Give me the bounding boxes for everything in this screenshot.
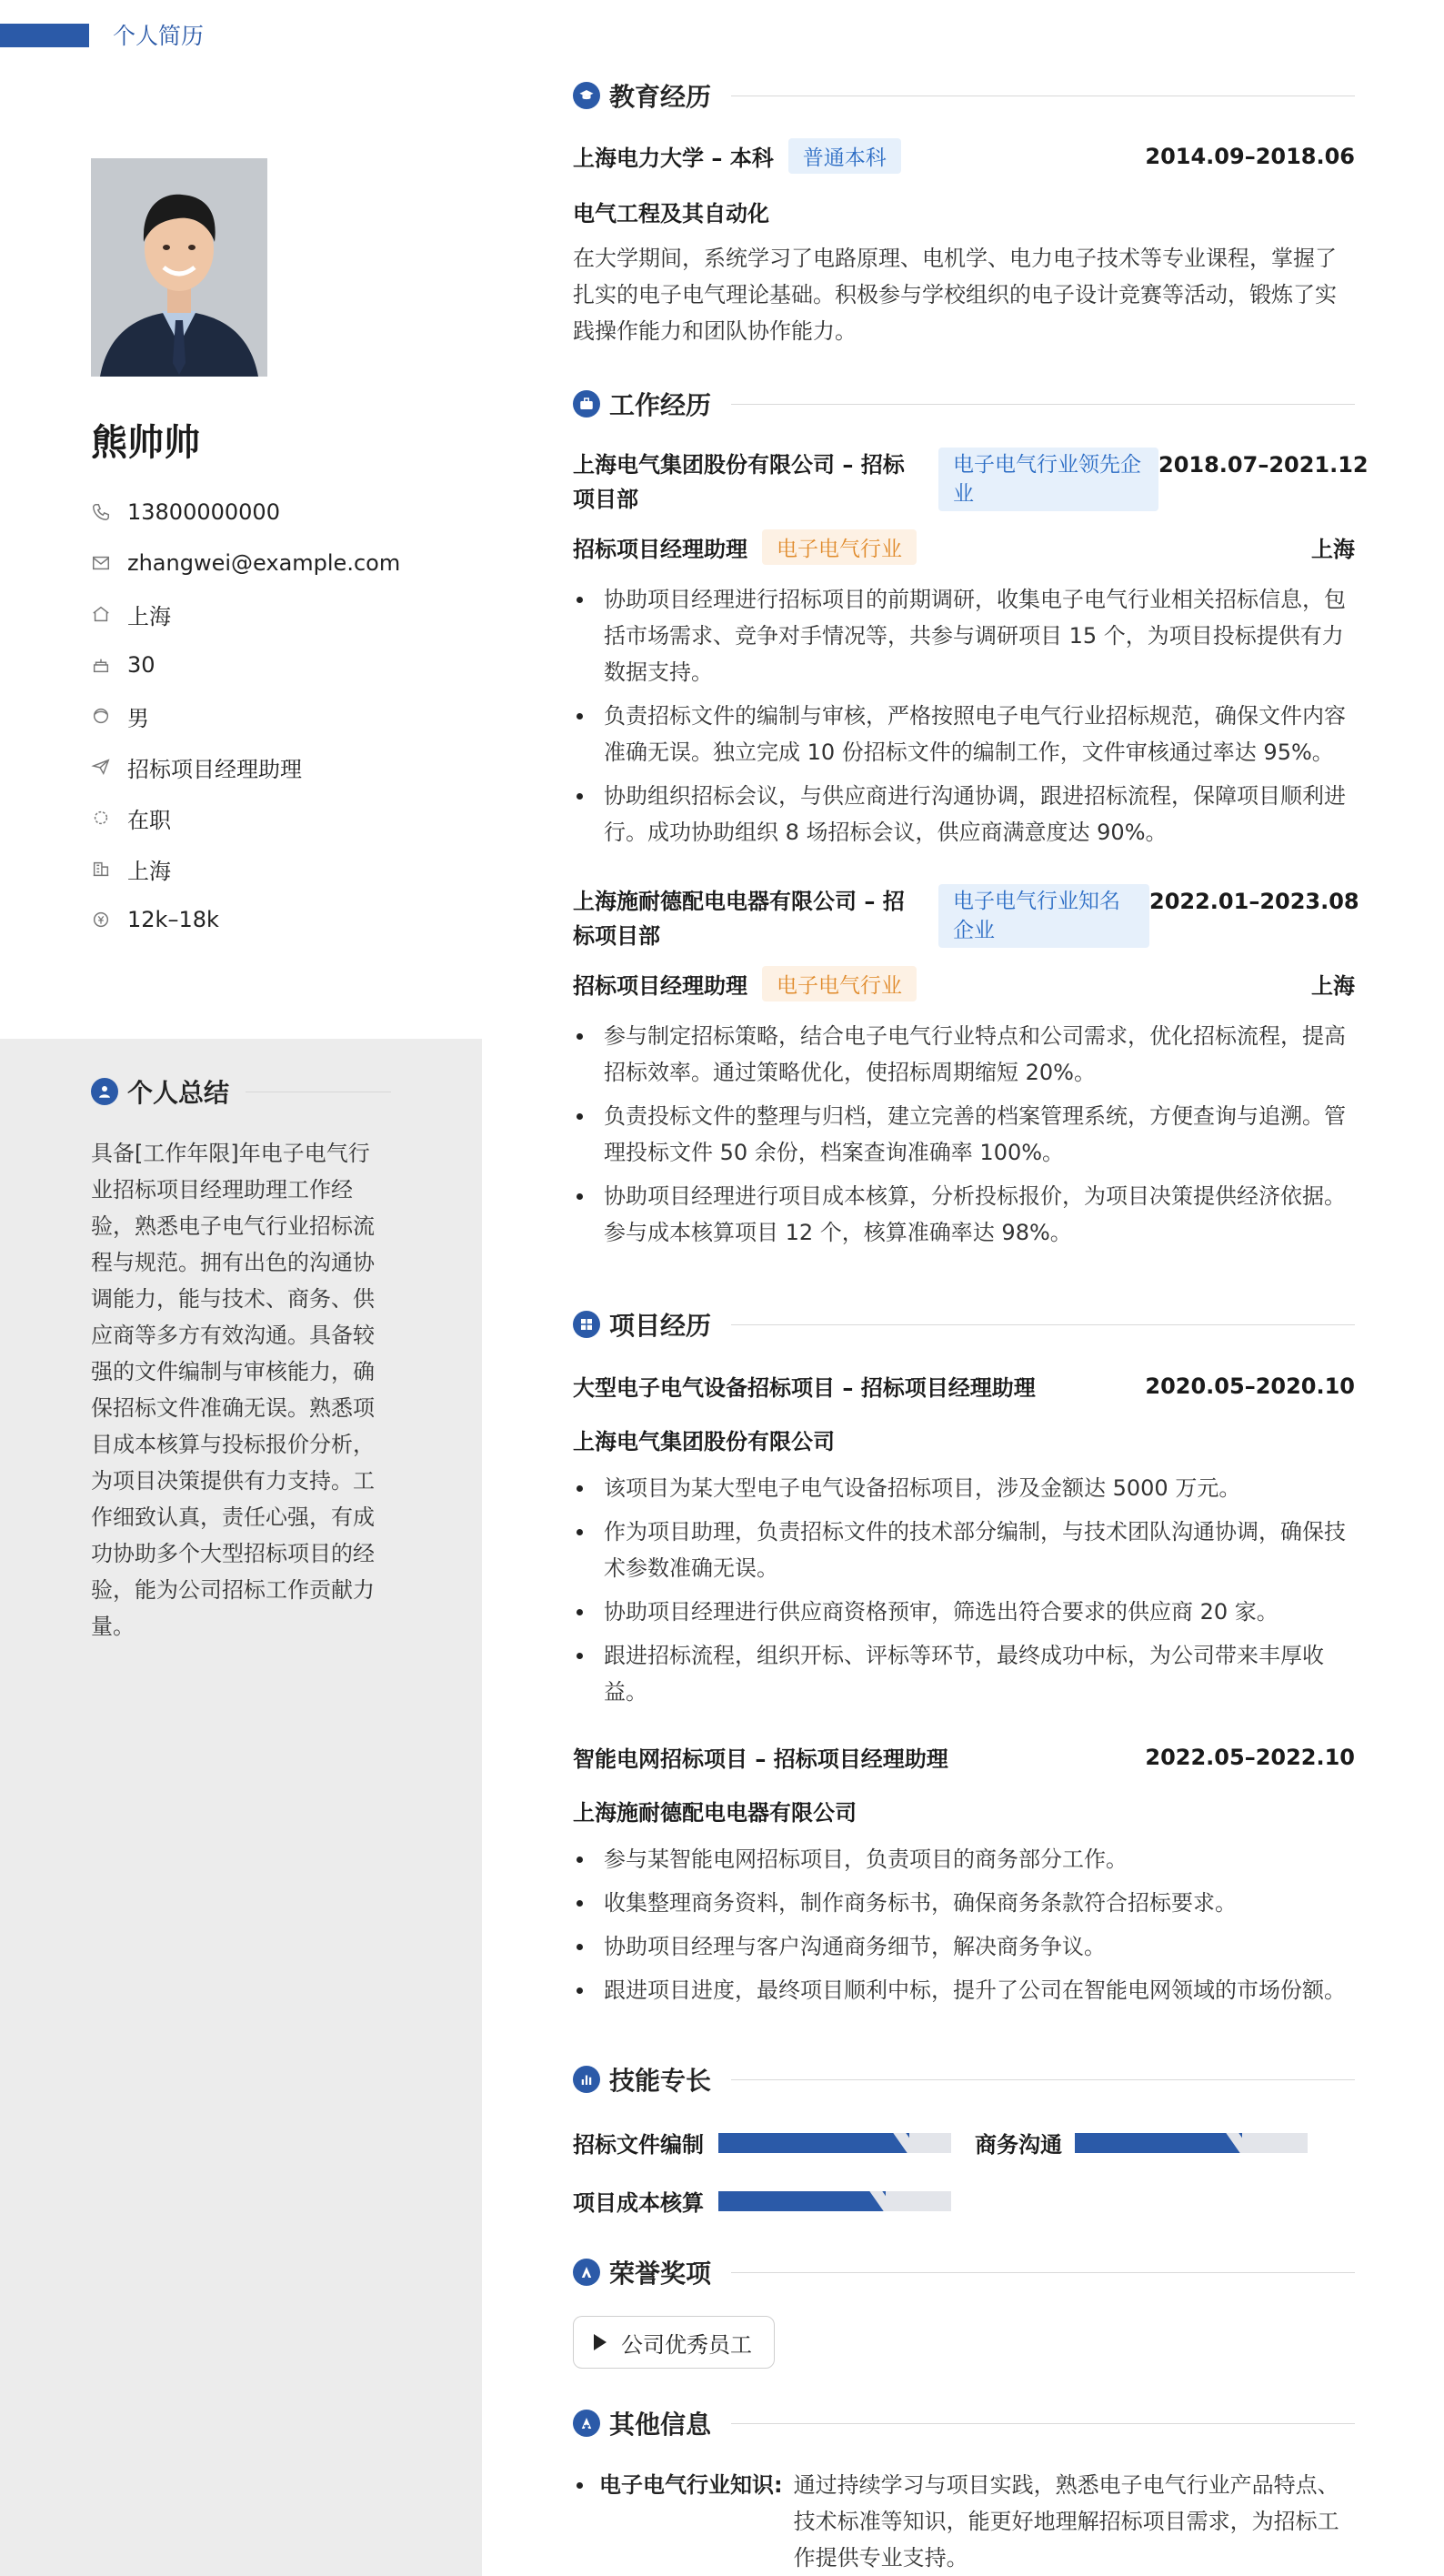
work-bullets	[573, 581, 1355, 850]
avatar	[91, 158, 267, 377]
user-icon	[91, 1078, 118, 1105]
list-item: 协助组织招标会议，与供应商进行沟通协调，跟进招标流程，保障项目顺利进行。成功协助组织 8 场招标会议，供应商满意度达 90%。	[573, 778, 1355, 850]
work-bullets	[573, 1018, 1355, 1251]
list-item: 跟进招标流程，组织开标、评标等环节，最终成功中标，为公司带来丰厚收益。	[573, 1637, 1355, 1710]
bar-chart-icon	[573, 2066, 600, 2093]
info-value: 男	[127, 705, 149, 731]
skill-item	[573, 2185, 951, 2217]
role: 招标项目经理助理	[573, 537, 747, 562]
summary-header	[91, 1073, 391, 1110]
award-icon	[573, 2259, 600, 2286]
work-header	[573, 386, 1355, 422]
skill-label: 项目成本核算	[573, 2190, 704, 2216]
degree-tag: 普通本科	[788, 138, 901, 174]
skill-bar	[718, 2191, 951, 2211]
info-age	[91, 639, 400, 690]
info-value: 上海	[127, 603, 171, 629]
home-icon	[91, 604, 111, 624]
work-city: 上海	[1311, 973, 1355, 999]
industry-tag: 电子电气行业	[762, 966, 917, 1001]
company-tag: 电子电气行业知名企业	[938, 884, 1149, 948]
project-entry	[573, 1370, 1355, 1717]
list-item: 协助项目经理进行项目成本核算，分析投标报价，为项目决策提供经济依据。参与成本核算项目 12 个，核算准确率达 98%。	[573, 1178, 1355, 1251]
briefcase-icon	[573, 390, 600, 418]
project-bullets	[573, 1841, 1355, 2008]
info-email	[91, 538, 400, 589]
divider	[731, 2079, 1355, 2080]
list-item: 负责招标文件的编制与审核，严格按照电子电气行业招标规范，确保文件内容准确无误。独立完成 10 份招标文件的编制工作，文件审核通过率达 95%。	[573, 698, 1355, 770]
work-entry	[573, 448, 1369, 858]
project-name: 智能电网招标项目 – 招标项目经理助理	[573, 1746, 948, 1772]
divider	[731, 1324, 1355, 1325]
skill-bar	[718, 2133, 951, 2153]
info-job	[91, 741, 400, 792]
page-title: 个人简历	[113, 23, 205, 49]
project-entry	[573, 1741, 1355, 2016]
skill-label: 商务沟通	[975, 2132, 1062, 2158]
other-value: 通过持续学习与项目实践，熟悉电子电气行业产品特点、技术标准等知识，能更好地理解招标项目需求，为招标工作提供专业支持。	[793, 2472, 1339, 2571]
info-status	[91, 792, 400, 843]
skill-item	[975, 2127, 1308, 2158]
education-description: 在大学期间，系统学习了电路原理、电机学、电力电子技术等专业课程，掌握了扎实的电子电气理论基础。积极参与学校组织的电子设计竞赛等活动，锻炼了实践操作能力和团队协作能力。	[573, 246, 1337, 344]
project-date: 2020.05–2020.10	[1145, 1373, 1355, 1399]
play-icon	[594, 2334, 607, 2350]
list-item: 负责投标文件的整理与归档，建立完善的档案管理系统，方便查询与追溯。管理投标文件 50 余份，档案查询准确率 100%。	[573, 1098, 1355, 1171]
bullet-dot	[577, 2482, 583, 2489]
list-item: 参与某智能电网招标项目，负责项目的商务部分工作。	[573, 1841, 1355, 1877]
info-value: 招标项目经理助理	[127, 756, 302, 782]
project-company: 上海电气集团股份有限公司	[573, 1429, 835, 1454]
other-key: 电子电气行业知识:	[599, 2472, 783, 2498]
salary-icon	[91, 910, 111, 930]
divider	[731, 2272, 1355, 2273]
info-value: zhangwei@example.com	[127, 550, 401, 576]
divider	[731, 404, 1355, 405]
awards-title: 荣誉奖项	[609, 2259, 712, 2289]
award-label: 公司优秀员工	[621, 2331, 752, 2358]
list-item: 跟进项目进度，最终项目顺利中标，提升了公司在智能电网领域的市场份额。	[573, 1972, 1355, 2008]
age-icon	[91, 655, 111, 675]
company-name: 上海电气集团股份有限公司 – 招标项目部	[573, 452, 905, 512]
education-header	[573, 77, 1355, 114]
email-icon	[91, 553, 111, 573]
summary-text: 具备[工作年限]年电子电气行业招标项目经理助理工作经验，熟悉电子电气行业招标流程与规范。拥有出色的沟通协调能力，能与技术、商务、供应商等多方有效沟通。具备较强的文件编制与审核能力，确保招标文件准确无误。熟悉项目成本核算与投标报价分析，为项目决策提供有力支持。工作细致认真，责任心强，有成功协助多个大型招标项目的经验，能为公司招标工作贡献力量。	[91, 1141, 375, 1639]
education-title: 教育经历	[609, 82, 712, 112]
info-location	[91, 589, 400, 639]
other-header	[573, 2405, 1355, 2441]
graduation-cap-icon	[573, 82, 600, 109]
project-company: 上海施耐德配电电器有限公司	[573, 1800, 857, 1826]
list-item: 协助项目经理进行招标项目的前期调研，收集电子电气行业相关招标信息，包括市场需求、竞争对手情况等，共参与调研项目 15 个，为项目投标提供有力数据支持。	[573, 581, 1355, 690]
city-icon	[91, 859, 111, 879]
work-entry	[573, 884, 1359, 1258]
project-name: 大型电子电气设备招标项目 – 招标项目经理助理	[573, 1375, 1036, 1401]
skill-bar-fill	[718, 2191, 886, 2211]
divider	[731, 2423, 1355, 2424]
summary-title: 个人总结	[127, 1078, 230, 1108]
skill-label: 招标文件编制	[573, 2132, 704, 2158]
list-item: 收集整理商务资料，制作商务标书，确保商务条款符合招标要求。	[573, 1885, 1355, 1921]
info-icon	[573, 2410, 600, 2437]
industry-tag: 电子电气行业	[762, 529, 917, 565]
info-phone	[91, 487, 400, 538]
info-city	[91, 843, 400, 894]
list-item: 协助项目经理进行供应商资格预审，筛选出符合要求的供应商 20 家。	[573, 1594, 1355, 1630]
list-item: 该项目为某大型电子电气设备招标项目，涉及金额达 5000 万元。	[573, 1470, 1355, 1506]
skills-header	[573, 2061, 1355, 2098]
work-title: 工作经历	[609, 390, 712, 420]
role: 招标项目经理助理	[573, 973, 747, 999]
project-date: 2022.05–2022.10	[1145, 1744, 1355, 1770]
job-icon	[91, 757, 111, 777]
info-value: 12k–18k	[127, 907, 219, 932]
education-date: 2014.09–2018.06	[1145, 143, 1355, 169]
work-date: 2022.01–2023.08	[1149, 889, 1359, 914]
school-name: 上海电力大学 – 本科	[573, 146, 774, 171]
skill-bar-fill	[718, 2133, 909, 2153]
projects-header	[573, 1306, 1355, 1343]
company-tag: 电子电气行业领先企业	[938, 448, 1158, 511]
list-item: 协助项目经理与客户沟通商务细节，解决商务争议。	[573, 1928, 1355, 1965]
info-value: 上海	[127, 858, 171, 884]
skill-bar-fill	[1075, 2133, 1242, 2153]
education-entry	[573, 138, 1355, 349]
work-date: 2018.07–2021.12	[1158, 452, 1369, 478]
other-title: 其他信息	[609, 2410, 712, 2440]
info-salary	[91, 894, 400, 945]
awards-header	[573, 2254, 1355, 2290]
info-value: 30	[127, 652, 155, 678]
company-name: 上海施耐德配电电器有限公司 – 招标项目部	[573, 889, 905, 949]
skill-bar	[1075, 2133, 1308, 2153]
major: 电气工程及其自动化	[573, 201, 769, 226]
header-accent-bar	[0, 24, 89, 47]
projects-title: 项目经历	[609, 1311, 712, 1341]
info-value: 13800000000	[127, 499, 280, 525]
list-item: 参与制定招标策略，结合电子电气行业特点和公司需求，优化招标流程，提高招标效率。通过策略优化，使招标周期缩短 20%。	[573, 1018, 1355, 1091]
phone-icon	[91, 502, 111, 522]
gender-icon	[91, 706, 111, 726]
status-icon	[91, 808, 111, 828]
other-item	[573, 2467, 1355, 2576]
contact-info-list	[91, 487, 400, 945]
skill-item	[573, 2127, 951, 2158]
list-item: 作为项目助理，负责招标文件的技术部分编制，与技术团队沟通协调，确保技术参数准确无误。	[573, 1514, 1355, 1586]
skills-title: 技能专长	[609, 2066, 712, 2096]
work-city: 上海	[1311, 537, 1355, 562]
info-value: 在职	[127, 807, 171, 833]
grid-icon	[573, 1311, 600, 1338]
info-gender	[91, 690, 400, 741]
project-bullets	[573, 1470, 1355, 1710]
award-chip	[573, 2316, 775, 2369]
profile-name: 熊帅帅	[91, 422, 200, 464]
